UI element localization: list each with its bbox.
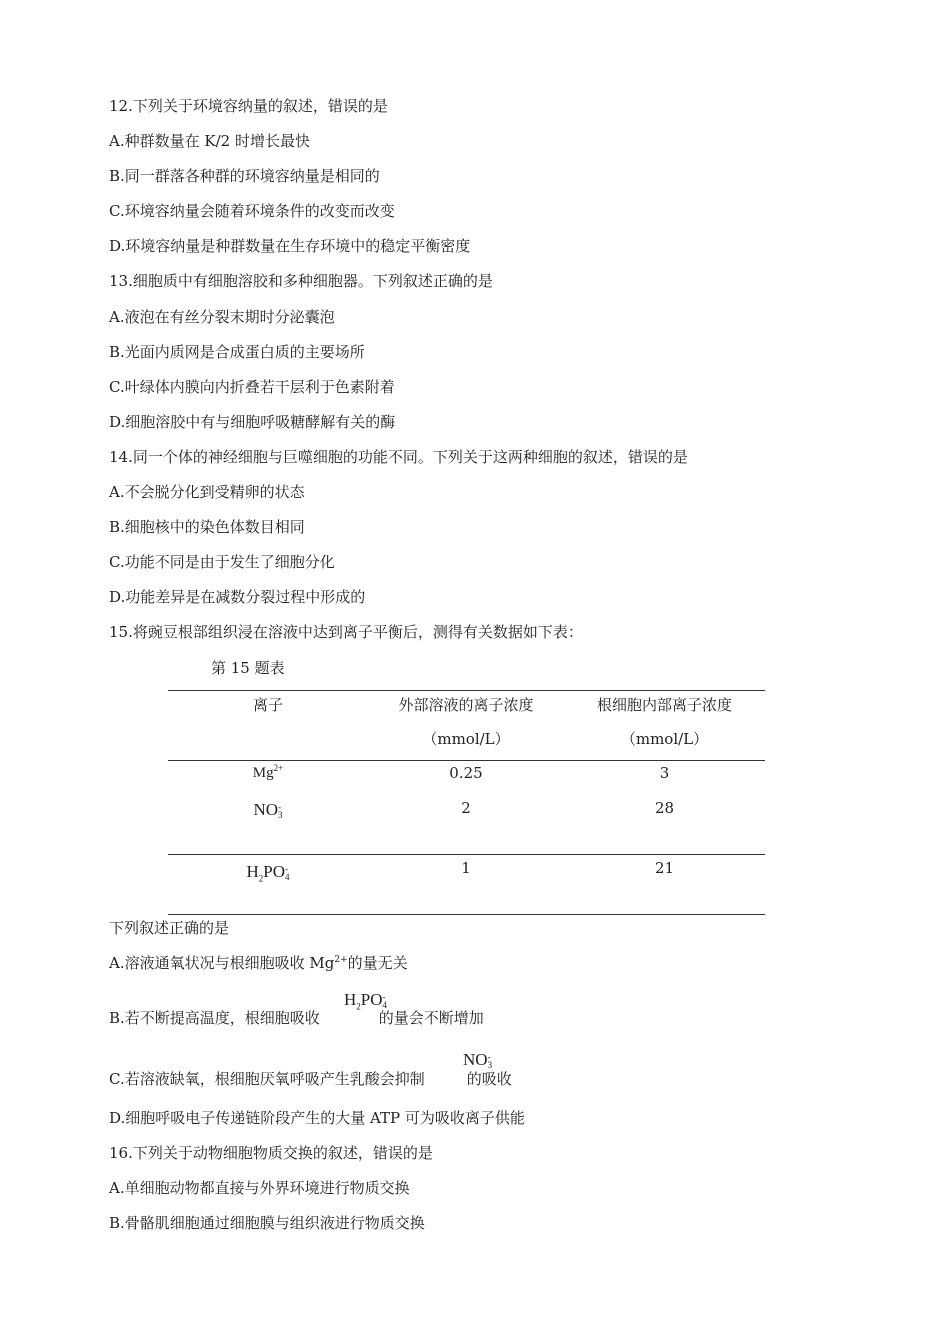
q13-option-b: B.光面内质网是合成蛋白质的主要场所: [109, 343, 365, 361]
header-ion: 离子: [252, 696, 283, 714]
q15-stem: 15.将豌豆根部组织浸在溶液中达到离子平衡后，测得有关数据如下表：: [109, 623, 583, 641]
q15-option-d: D.细胞呼吸电子传递链阶段产生的大量 ATP 可为吸收离子供能: [109, 1109, 525, 1127]
header-outside-unit: （mmol/L）: [422, 730, 510, 748]
table-row-inside: 3: [659, 764, 670, 782]
header-inside: 根细胞内部离子浓度: [596, 696, 732, 714]
q13-option-c: C.叶绿体内膜向内折叠若干层利于色素附着: [109, 378, 395, 396]
q16-stem: 16.下列关于动物细胞物质交换的叙述，错误的是: [109, 1144, 433, 1162]
q15-lead: 下列叙述正确的是: [109, 919, 230, 937]
q12-option-b: B.同一群落各种群的环境容纳量是相同的: [109, 167, 380, 185]
table-header-rule: [168, 760, 765, 761]
header-outside: 外部溶液的离子浓度: [398, 696, 534, 714]
q13-option-d: D.细胞溶胶中有与细胞呼吸糖酵解有关的酶: [109, 413, 396, 431]
q14-option-a: A.不会脱分化到受精卵的状态: [109, 483, 305, 501]
table-caption: 第 15 题表: [211, 659, 285, 677]
formula-h2po4: $H_2PO$ - 4: [344, 990, 388, 1012]
formula-no3: NO - 3: [463, 1050, 493, 1071]
header-inside-unit: （mmol/L）: [620, 730, 709, 748]
table-row-ion: NO - 3: [253, 800, 283, 821]
table-top-rule: [168, 690, 765, 691]
table-row-ion: $H_2PO$ - 4: [246, 862, 290, 884]
q12-option-c: C.环境容纳量会随着环境条件的改变而改变: [109, 202, 395, 220]
table-row-outside: 1: [461, 859, 471, 877]
table-mid-rule: [168, 854, 765, 855]
q16-option-a: A.单细胞动物都直接与外界环境进行物质交换: [109, 1179, 410, 1197]
table-row-inside: 21: [654, 859, 675, 877]
q14-option-c: C.功能不同是由于发生了细胞分化: [109, 553, 335, 571]
table-row-inside: 28: [654, 799, 675, 817]
q15-option-a: A.溶液通氧状况与根细胞吸收 $Mg^{2+}$的量无关: [109, 954, 408, 972]
q12-stem: 12.下列关于环境容纳量的叙述，错误的是: [109, 97, 388, 115]
q16-option-b: B.骨骼肌细胞通过细胞膜与组织液进行物质交换: [109, 1214, 425, 1232]
q15-option-c: C.若溶液缺氧，根细胞厌氧呼吸产生乳酸会抑制 的吸收: [109, 1070, 512, 1088]
q14-option-b: B.细胞核中的染色体数目相同: [109, 518, 305, 536]
q15-option-b: B.若不断提高温度，根细胞吸收 的量会不断增加: [109, 1009, 484, 1027]
table-row-ion: $Mg^{2+}$: [252, 763, 284, 781]
q13-option-a: A.液泡在有丝分裂末期时分泌囊泡: [109, 308, 335, 326]
q13-stem: 13.细胞质中有细胞溶胶和多种细胞器。下列叙述正确的是: [109, 272, 493, 290]
q12-option-d: D.环境容纳量是种群数量在生存环境中的稳定平衡密度: [109, 237, 471, 255]
q14-option-d: D.功能差异是在减数分裂过程中形成的: [109, 588, 366, 606]
table-row-outside: 0.25: [449, 764, 483, 782]
table-bottom-rule: [168, 914, 765, 915]
table-row-outside: 2: [461, 799, 471, 817]
q12-option-a: A.种群数量在 K/2 时增长最快: [109, 132, 310, 150]
q14-stem: 14.同一个体的神经细胞与巨噬细胞的功能不同。下列关于这两种细胞的叙述，错误的是: [109, 448, 688, 466]
